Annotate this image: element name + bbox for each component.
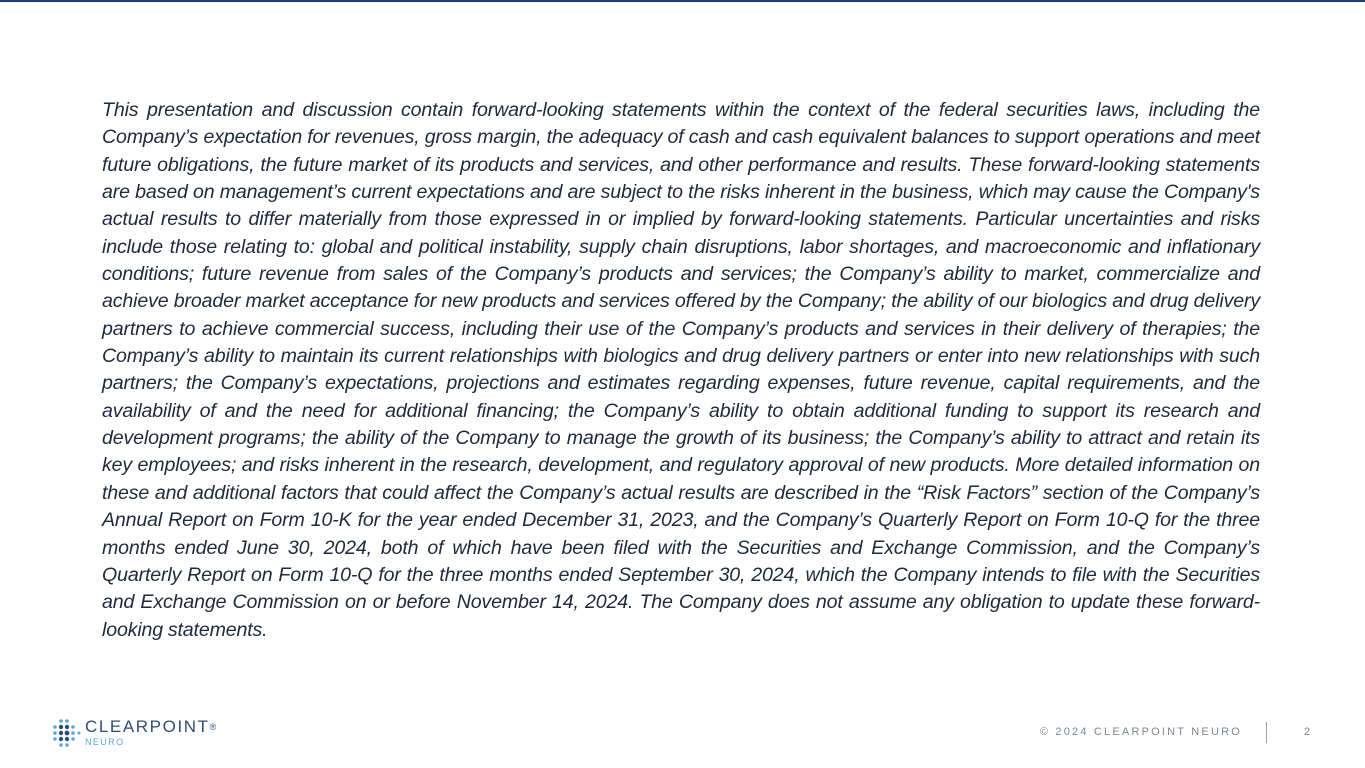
page-number: 2 (1304, 726, 1311, 738)
logo-trademark: ® (209, 722, 217, 732)
logo-wordmark: CLEARPOINT® (85, 717, 217, 736)
logo-subtext: NEURO (85, 737, 125, 747)
footer-divider (1266, 722, 1267, 743)
copyright-notice: © 2024 CLEARPOINT NEURO (1039, 726, 1242, 738)
forward-looking-statements-text: This presentation and discussion contain forward-looking statements within the context of the federal securities laws, including the Company’s expectation for revenues, gross margin, the adequacy of cash and cash equivalent balances to support operations and meet future obligations, the future market of its products and services, and other performance and results. These forward-looking statements are based on management’s current expectations and are subject to the risks inherent in the business, which may cause the Company's actual results to differ materially from those expressed in or implied by forward-looking statements. Particular uncertainties and risks include those relating to: global and political instability, supply chain disruptions, labor shortages, and macroeconomic and inflationary conditions; future revenue from sales of the Company’s products and services; the Company’s ability to market, commercialize and achieve broader market acceptance for new products and services offered by the Company; the ability of our biologics and drug delivery partners to achieve commercial success, including their use of the Company’s products and services in their delivery of therapies; the Company’s ability to maintain its current relationships with biologics and drug delivery partners or enter into new relationships with such partners; the Company’s expectations, projections and estimates regarding expenses, future revenue, capital requirements, and the availability of and the need for additional financing; the Company’s ability to obtain additional funding to support its research and development programs; the ability of the Company to manage the growth of its business; the Company’s ability to attract and retain its key employees; and risks inherent in the research, development, and regulatory approval of new products. More detailed information on these and additional factors that could affect the Company’s actual results are described in the “Risk Factors” section of the Company’s Annual Report on Form 10-K for the year ended December 31, 2023, and the Company’s Quarterly Report on Form 10-Q for the three months ended June 30, 2024, both of which have been filed with the Securities and Exchange Commission, and the Company’s Quarterly Report on Form 10-Q for the three months ended September 30, 2024, which the Company intends to file with the Securities and Exchange Commission on or before November 14, 2024. The Company does not assume any obligation to update these forward-looking statements. (102, 99, 1260, 641)
top-rule (0, 0, 1365, 2)
dot-grid-logo-icon (52, 718, 82, 748)
clearpoint-neuro-logo (52, 718, 222, 748)
